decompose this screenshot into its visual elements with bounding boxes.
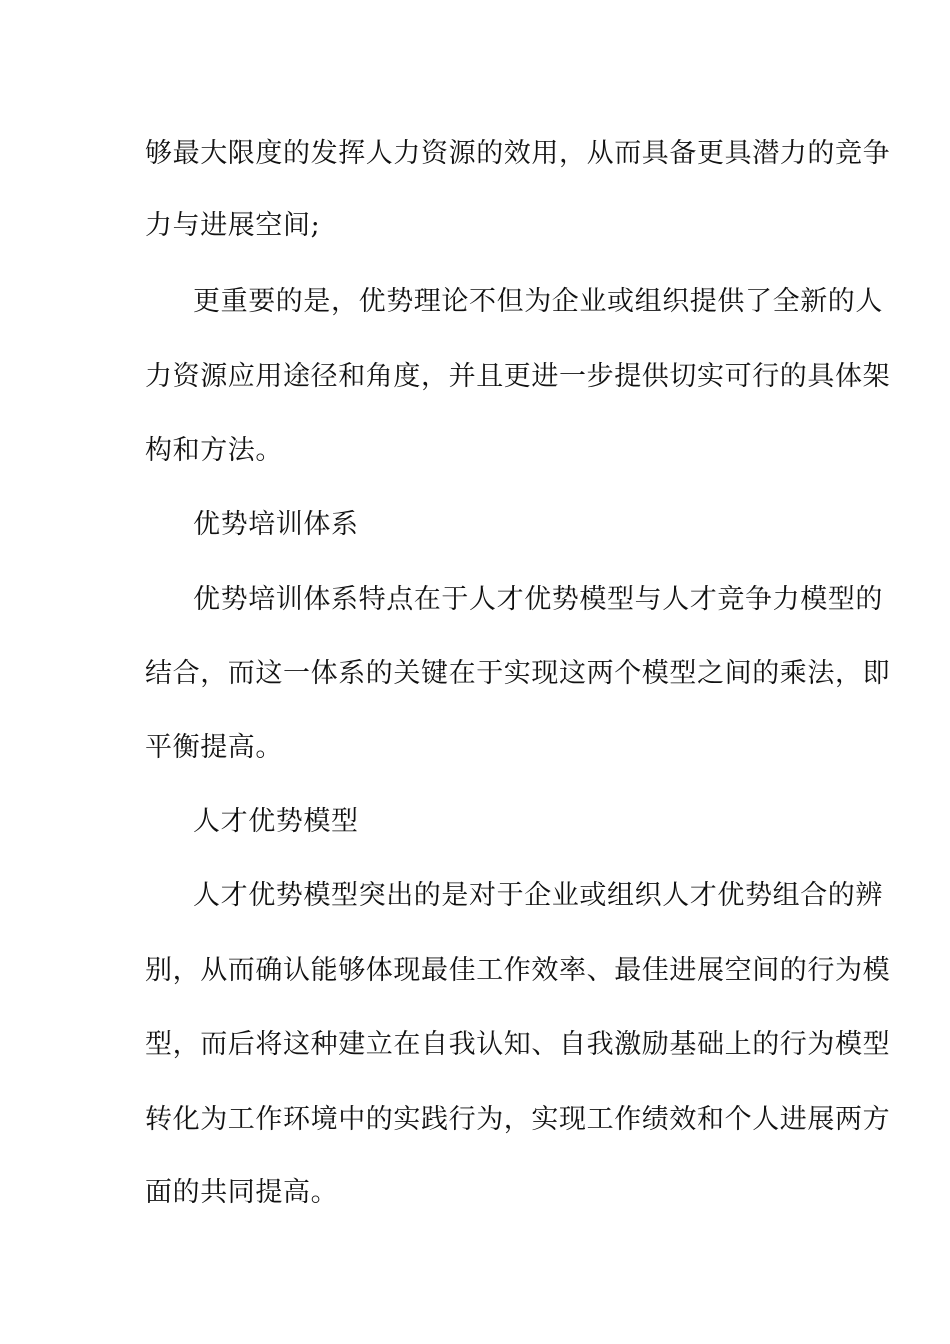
- paragraph-strength-theory-line-2: 力资源应用途径和角度，并且更进一步提供切实可行的具体架: [145, 361, 891, 392]
- paragraph-training-system-line-3: 平衡提高。: [145, 732, 283, 763]
- paragraph-talent-model-line-3: 型，而后将这种建立在自我认知、自我激励基础上的行为模型: [145, 1029, 891, 1060]
- paragraph-talent-model-line-5: 面的共同提高。: [145, 1177, 339, 1208]
- section-heading-training-system: 优势培训体系: [193, 509, 359, 540]
- paragraph-talent-model-line-2: 别，从而确认能够体现最佳工作效率、最佳进展空间的行为模: [145, 955, 891, 986]
- paragraph-continuation-line-1: 够最大限度的发挥人力资源的效用，从而具备更具潜力的竞争: [145, 138, 891, 169]
- paragraph-strength-theory-line-1: 更重要的是，优势理论不但为企业或组织提供了全新的人: [193, 286, 883, 317]
- paragraph-continuation-line-2: 力与进展空间;: [145, 210, 321, 241]
- paragraph-training-system-line-2: 结合，而这一体系的关键在于实现这两个模型之间的乘法，即: [145, 658, 891, 689]
- section-heading-talent-model: 人才优势模型: [193, 806, 359, 837]
- paragraph-talent-model-line-4: 转化为工作环境中的实践行为，实现工作绩效和个人进展两方: [145, 1104, 891, 1135]
- paragraph-strength-theory-line-3: 构和方法。: [145, 435, 283, 466]
- paragraph-talent-model-line-1: 人才优势模型突出的是对于企业或组织人才优势组合的辨: [193, 880, 883, 911]
- paragraph-training-system-line-1: 优势培训体系特点在于人才优势模型与人才竞争力模型的: [193, 584, 883, 615]
